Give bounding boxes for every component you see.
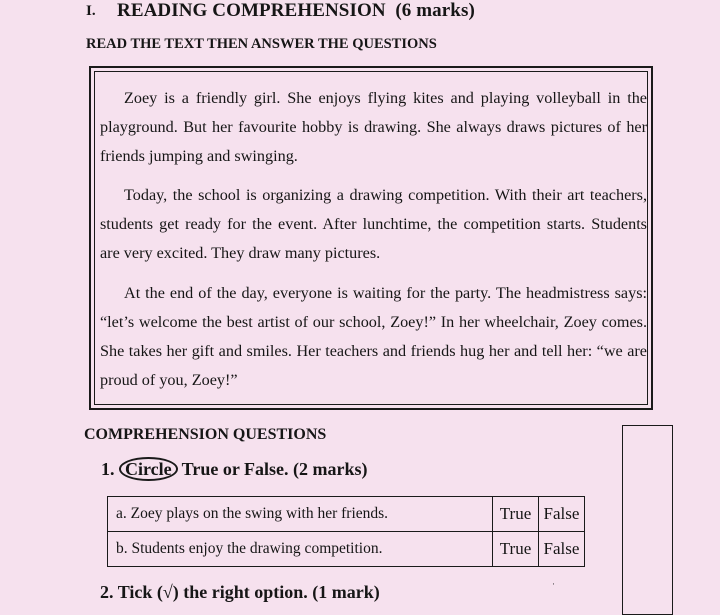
marks-box: [622, 425, 673, 615]
question-1-instruction: True or False. (2 marks): [181, 459, 368, 479]
statement-b: b. Students enjoy the drawing competition.: [108, 532, 493, 567]
passage-paragraph-2: Today, the school is organizing a drawing competition. With their art teachers, students get ready for the event. After lunchtime, the competition starts. Students are very excited. They draw many pictures.: [100, 186, 647, 262]
question-1-heading: [101, 457, 367, 481]
statement-a: a. Zoey plays on the swing with her friends.: [108, 497, 493, 532]
passage-paragraph-3: At the end of the day, everyone is waiting for the party. The headmistress says: “let’s welcome the best artist of our school, Zoey!” In her wheelchair, Zoey comes. She takes her gift and smiles. Her teachers and friends hug her and tell her: “we are proud of you, Zoey!”: [100, 284, 647, 389]
true-option-a[interactable]: True: [493, 497, 539, 532]
table-row: [108, 497, 585, 532]
section-number: I.: [86, 3, 96, 19]
comprehension-questions-title: COMPREHENSION QUESTIONS: [84, 426, 327, 443]
section-title: READING COMPREHENSION (6 marks): [117, 0, 475, 21]
passage-paragraph-1: Zoey is a friendly girl. She enjoys flying kites and playing volleyball in the playground. But her favourite hobby is drawing. She always draws pictures of her friends jumping and swinging.: [100, 89, 647, 165]
true-option-b[interactable]: True: [493, 532, 539, 567]
false-option-a[interactable]: False: [539, 497, 585, 532]
table-row: [108, 532, 585, 567]
question-1-number: 1.: [101, 459, 115, 479]
circled-word: Circle: [119, 457, 178, 481]
true-false-table: [107, 496, 585, 567]
question-2-instruction: Tick (√) the right option. (1 mark): [117, 582, 380, 602]
question-2-number: 2.: [100, 582, 114, 602]
instruction-text: READ THE TEXT THEN ANSWER THE QUESTIONS: [86, 36, 437, 52]
reading-passage-box: [89, 66, 653, 410]
paper-speck: ·: [552, 579, 555, 589]
reading-passage-inner-border: [94, 71, 648, 405]
false-option-b[interactable]: False: [539, 532, 585, 567]
